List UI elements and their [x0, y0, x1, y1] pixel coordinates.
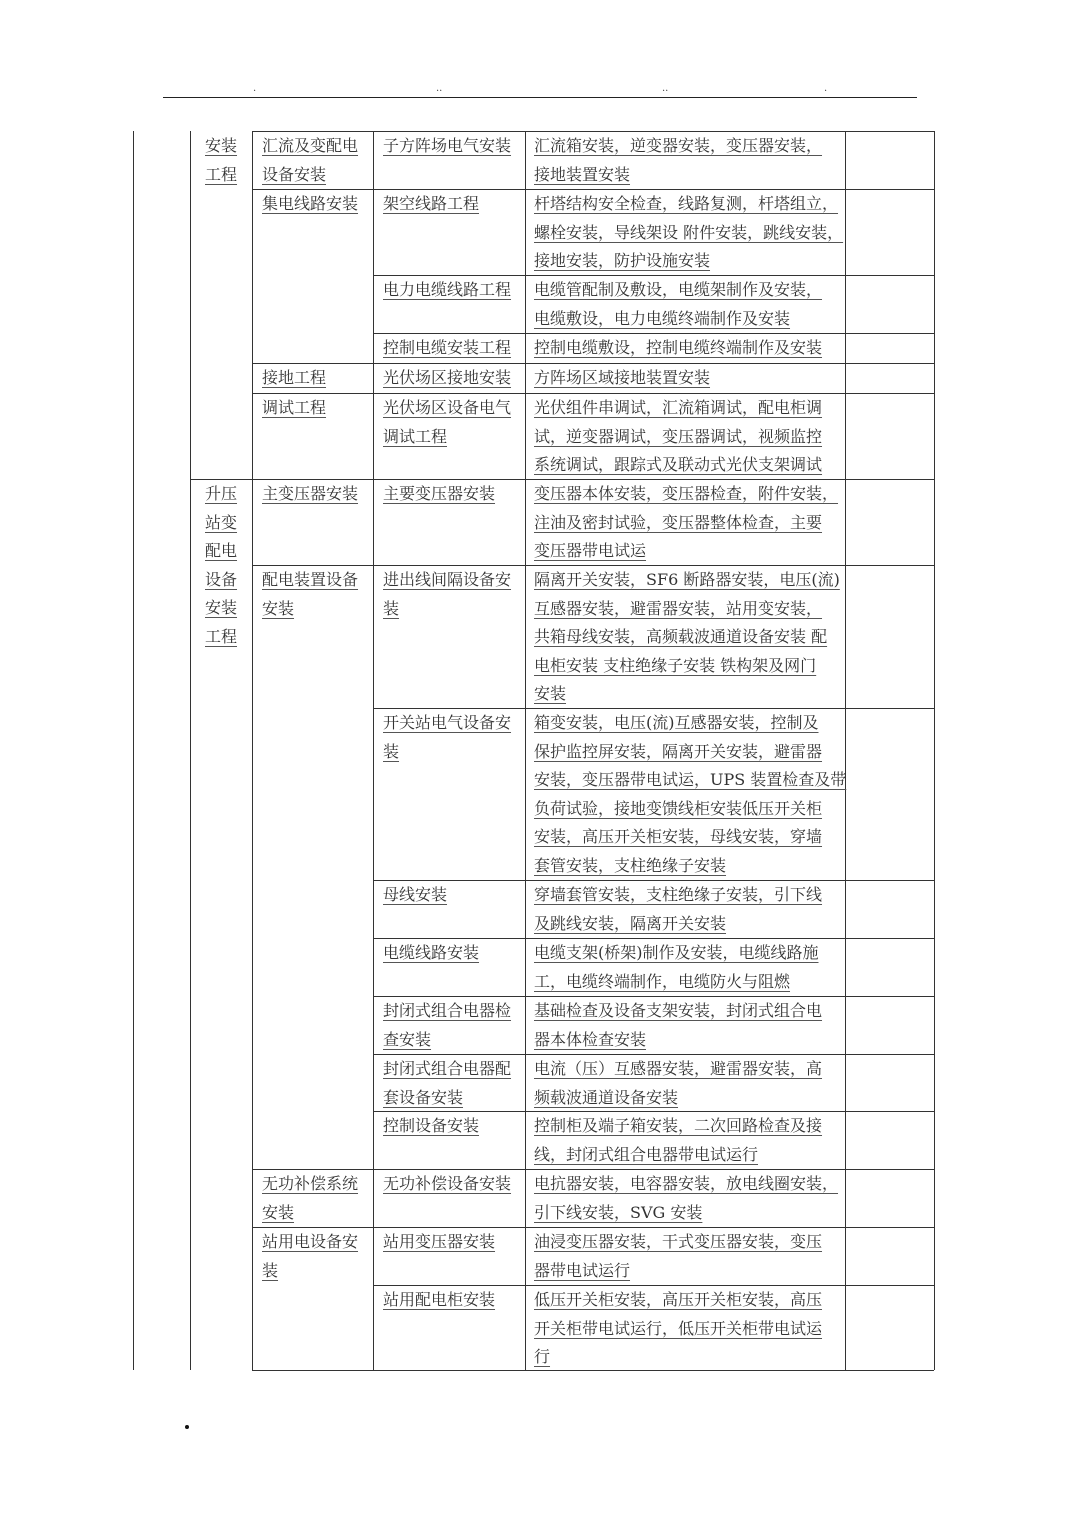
unit-project-cell	[262, 132, 372, 189]
sub-item-content-cell	[534, 132, 844, 189]
sub-unit-project-cell-line: 无功补偿设备安装	[383, 1174, 512, 1193]
sub-item-content-cell-line: 器本体检查安装	[534, 1029, 647, 1049]
sub-unit-project-cell-line: 开关站电气设备安	[383, 713, 512, 732]
sub-unit-project-cell	[383, 939, 528, 968]
sub-item-content-cell-line: 工，电缆终端制作，电缆防火与阻燃	[534, 971, 791, 991]
sub-item-content-cell	[534, 276, 844, 333]
sub-item-content-cell-line: 保护监控屏安装，隔离开关安装，避雷器	[534, 741, 823, 761]
sub-unit-project-cell-line: 电缆线路安装	[383, 943, 480, 962]
sub-item-content-cell-line: 螺栓安装，导线架设 附件安装，跳线安装，	[534, 222, 844, 242]
sub-item-content-cell-line: 器带电试运行	[534, 1260, 631, 1280]
sub-unit-project-cell-line: 主要变压器安装	[383, 484, 496, 503]
category-cell-line: 工程	[205, 164, 238, 184]
sub-item-content-cell	[534, 997, 844, 1054]
sub-unit-project-cell-line: 站用配电柜安装	[383, 1290, 496, 1309]
category-cell-line: 工程	[205, 626, 238, 646]
sub-item-content-cell	[534, 1112, 844, 1169]
unit-project-cell-line: 主变压器安装	[262, 484, 359, 503]
sub-item-content-cell-line: 电流（压）互感器安装，避雷器安装，高	[534, 1059, 823, 1078]
sub-item-content-cell	[534, 334, 844, 363]
unit-project-cell-line: 无功补偿系统	[262, 1174, 359, 1193]
unit-project-cell	[262, 1170, 372, 1227]
sub-unit-project-cell-line: 封闭式组合电器检	[383, 1001, 512, 1020]
unit-project-cell	[262, 394, 372, 423]
sub-unit-project-cell	[383, 480, 528, 509]
sub-item-content-cell-line: 共箱母线安装，高频载波通道设备安装 配	[534, 627, 828, 647]
sub-item-content-cell-line: 控制柜及端子箱安装，二次回路检查及接	[534, 1116, 823, 1135]
sub-item-content-cell	[534, 1170, 844, 1227]
sub-item-content-cell-line: 行	[534, 1347, 551, 1367]
sub-unit-project-cell	[383, 132, 528, 161]
sub-item-content-cell	[534, 364, 844, 393]
unit-project-cell	[262, 566, 372, 623]
sub-item-content-cell-line: 安装	[534, 684, 567, 704]
sub-unit-project-cell-line: 装	[383, 598, 400, 618]
sub-item-content-cell	[534, 480, 844, 566]
sub-unit-project-cell	[383, 334, 528, 363]
sub-unit-project-cell-line: 母线安装	[383, 885, 448, 904]
sub-item-content-cell-line: 控制电缆敷设，控制电缆终端制作及安装	[534, 338, 823, 357]
unit-project-cell-line: 集电线路安装	[262, 194, 359, 213]
sub-item-content-cell-line: 负荷试验，接地变馈线柜安装低压开关柜	[534, 798, 823, 818]
sub-item-content-cell-line: 电抗器安装，电容器安装，放电线圈安装，	[534, 1174, 839, 1193]
sub-item-content-cell-line: 注油及密封试验，变压器整体检查，主要	[534, 512, 823, 532]
sub-unit-project-cell	[383, 276, 528, 305]
sub-unit-project-cell-line: 站用变压器安装	[383, 1232, 496, 1251]
category-cell-line: 升压	[205, 484, 238, 503]
sub-item-content-cell	[534, 190, 844, 276]
sub-unit-project-cell-line: 子方阵场电气安装	[383, 136, 512, 155]
sub-unit-project-cell-line: 架空线路工程	[383, 194, 480, 213]
sub-item-content-cell-line: 箱变安装，电压(流)互感器安装，控制及	[534, 713, 819, 732]
unit-project-cell-line: 装	[262, 1260, 279, 1280]
sub-item-content-cell-line: 套管安装，支柱绝缘子安装	[534, 855, 727, 875]
remark-column-border	[845, 131, 846, 1370]
sub-item-content-cell	[534, 709, 847, 881]
category-cell	[205, 132, 245, 189]
header-mark: .	[824, 83, 828, 94]
unit-project-cell-line: 调试工程	[262, 398, 327, 417]
sub-unit-project-cell-line: 封闭式组合电器配	[383, 1059, 512, 1078]
outer-left-border	[133, 131, 134, 1370]
sub-item-content-cell-line: 电缆管配制及敷设，电缆架制作及安装，	[534, 280, 823, 299]
header-mark: ..	[436, 83, 443, 94]
sub-unit-project-cell	[383, 190, 528, 219]
sub-unit-project-cell	[383, 566, 528, 623]
sub-item-content-cell-line: 线，封闭式组合电器带电试运行	[534, 1144, 759, 1164]
sub-unit-project-cell-line: 装	[383, 741, 400, 761]
unit-project-cell-line: 配电装置设备	[262, 570, 359, 589]
sub-unit-project-cell-line: 光伏场区接地安装	[383, 368, 512, 387]
sub-item-content-cell	[534, 1286, 844, 1372]
sub-item-content-cell-line: 汇流箱安装，逆变器安装，变压器安装，	[534, 136, 823, 155]
sub-unit-project-cell	[383, 709, 528, 766]
sub-item-content-cell-line: 光伏组件串调试，汇流箱调试，配电柜调	[534, 398, 823, 417]
sub-unit-project-cell-line: 控制设备安装	[383, 1116, 480, 1135]
sub-item-content-cell-line: 接地安装，防护设施安装	[534, 251, 711, 271]
sub-unit-project-cell-line: 进出线间隔设备安	[383, 570, 512, 589]
sub-item-content-cell-line: 低压开关柜安装，高压开关柜安装，高压	[534, 1290, 823, 1309]
footer-bullet	[185, 1425, 189, 1429]
sub-unit-project-cell	[383, 1055, 528, 1112]
sub-item-content-cell-line: 方阵场区域接地装置安装	[534, 368, 711, 387]
unit-project-cell	[262, 190, 372, 219]
unit-project-cell-line: 安装	[262, 598, 295, 618]
sub-item-content-cell-line: 变压器本体安装，变压器检查，附件安装，	[534, 484, 839, 503]
category-cell-line: 安装	[205, 598, 238, 618]
sub-item-content-cell-line: 电缆支架(桥架)制作及安装，电缆线路施	[534, 943, 819, 962]
category-cell	[205, 480, 245, 652]
sub-item-content-cell-line: 安装，变压器带电试运，UPS 装置检查及带	[534, 770, 847, 790]
sub-unit-project-cell	[383, 997, 528, 1054]
sub-item-content-cell-line: 及跳线安装，隔离开关安装	[534, 913, 727, 933]
sub-item-content-cell-line: 引下线安装，SVG 安装	[534, 1202, 703, 1222]
sub-item-content-cell-line: 接地装置安装	[534, 164, 631, 184]
sub-item-content-cell-line: 变压器带电试运	[534, 541, 647, 561]
header-mark: .	[253, 83, 257, 94]
sub-item-content-cell	[534, 566, 844, 709]
sub-unit-project-cell	[383, 1286, 528, 1315]
sub-unit-project-cell-line: 套设备安装	[383, 1087, 464, 1107]
category-cell-line: 安装	[205, 136, 238, 155]
category-left-border	[190, 131, 191, 1370]
category-cell-line: 设备	[205, 569, 238, 589]
sub-item-content-cell	[534, 881, 844, 938]
unit-project-cell	[262, 1228, 372, 1285]
sub-item-content-cell	[534, 939, 844, 996]
sub-unit-project-cell-line: 控制电缆安装工程	[383, 338, 512, 357]
category-cell-line: 站变	[205, 512, 238, 532]
sub-item-content-cell-line: 开关柜带电试运行，低压开关柜带电试运	[534, 1318, 823, 1338]
sub-item-content-cell-line: 互感器安装，避雷器安装，站用变安装，	[534, 598, 823, 618]
sub-item-content-cell-line: 试，逆变器调试，变压器调试，视频监控	[534, 426, 823, 446]
header-mark: ..	[662, 83, 669, 94]
sub-unit-project-cell	[383, 364, 528, 393]
sub-unit-project-cell	[383, 1112, 528, 1141]
sub-unit-project-cell	[383, 881, 528, 910]
table-right-border	[934, 131, 935, 1370]
sub-item-content-cell-line: 频载波通道设备安装	[534, 1087, 679, 1107]
unit-project-cell-line: 接地工程	[262, 368, 327, 387]
sub-item-content-cell-line: 系统调试，跟踪式及联动式光伏支架调试	[534, 455, 823, 475]
sub-unit-project-cell-line: 电力电缆线路工程	[383, 280, 512, 299]
sub-item-content-cell-line: 油浸变压器安装，干式变压器安装，变压	[534, 1232, 823, 1251]
unit-project-cell-line: 站用电设备安	[262, 1232, 359, 1251]
sub-item-content-cell-line: 隔离开关安装，SF6 断路器安装，电压(流)	[534, 570, 840, 589]
sub-unit-project-cell	[383, 394, 528, 451]
unit-project-cell	[262, 480, 372, 509]
header-rule	[163, 97, 917, 98]
unit-project-cell-line: 安装	[262, 1202, 295, 1222]
sub-item-content-cell	[534, 394, 844, 480]
unit-column-border	[252, 131, 253, 1370]
sub-item-content-cell-line: 电缆敷设，电力电缆终端制作及安装	[534, 308, 791, 328]
sub-unit-project-cell-line: 光伏场区设备电气	[383, 398, 512, 417]
sub-item-content-cell-line: 电柜安装 支柱绝缘子安装 铁构架及网门	[534, 655, 817, 675]
unit-project-cell-line: 汇流及变配电	[262, 136, 359, 155]
sub-item-content-cell	[534, 1055, 844, 1112]
sub-item-content-cell-line: 安装，高压开关柜安装，母线安装，穿墙	[534, 827, 823, 847]
sub-unit-project-cell	[383, 1170, 528, 1199]
sub-unit-project-cell-line: 查安装	[383, 1029, 432, 1049]
sub-unit-project-cell-line: 调试工程	[383, 426, 448, 446]
sub-item-content-cell-line: 穿墙套管安装，支柱绝缘子安装，引下线	[534, 885, 823, 904]
category-cell-line: 配电	[205, 541, 238, 561]
sub-item-content-cell-line: 基础检查及设备支架安装，封闭式组合电	[534, 1001, 823, 1020]
sub-column-border	[373, 131, 374, 1370]
sub-unit-project-cell	[383, 1228, 528, 1257]
sub-item-content-cell	[534, 1228, 844, 1285]
unit-project-cell	[262, 364, 372, 393]
unit-project-cell-line: 设备安装	[262, 164, 327, 184]
sub-item-content-cell-line: 杆塔结构安全检查，线路复测，杆塔组立，	[534, 194, 839, 213]
